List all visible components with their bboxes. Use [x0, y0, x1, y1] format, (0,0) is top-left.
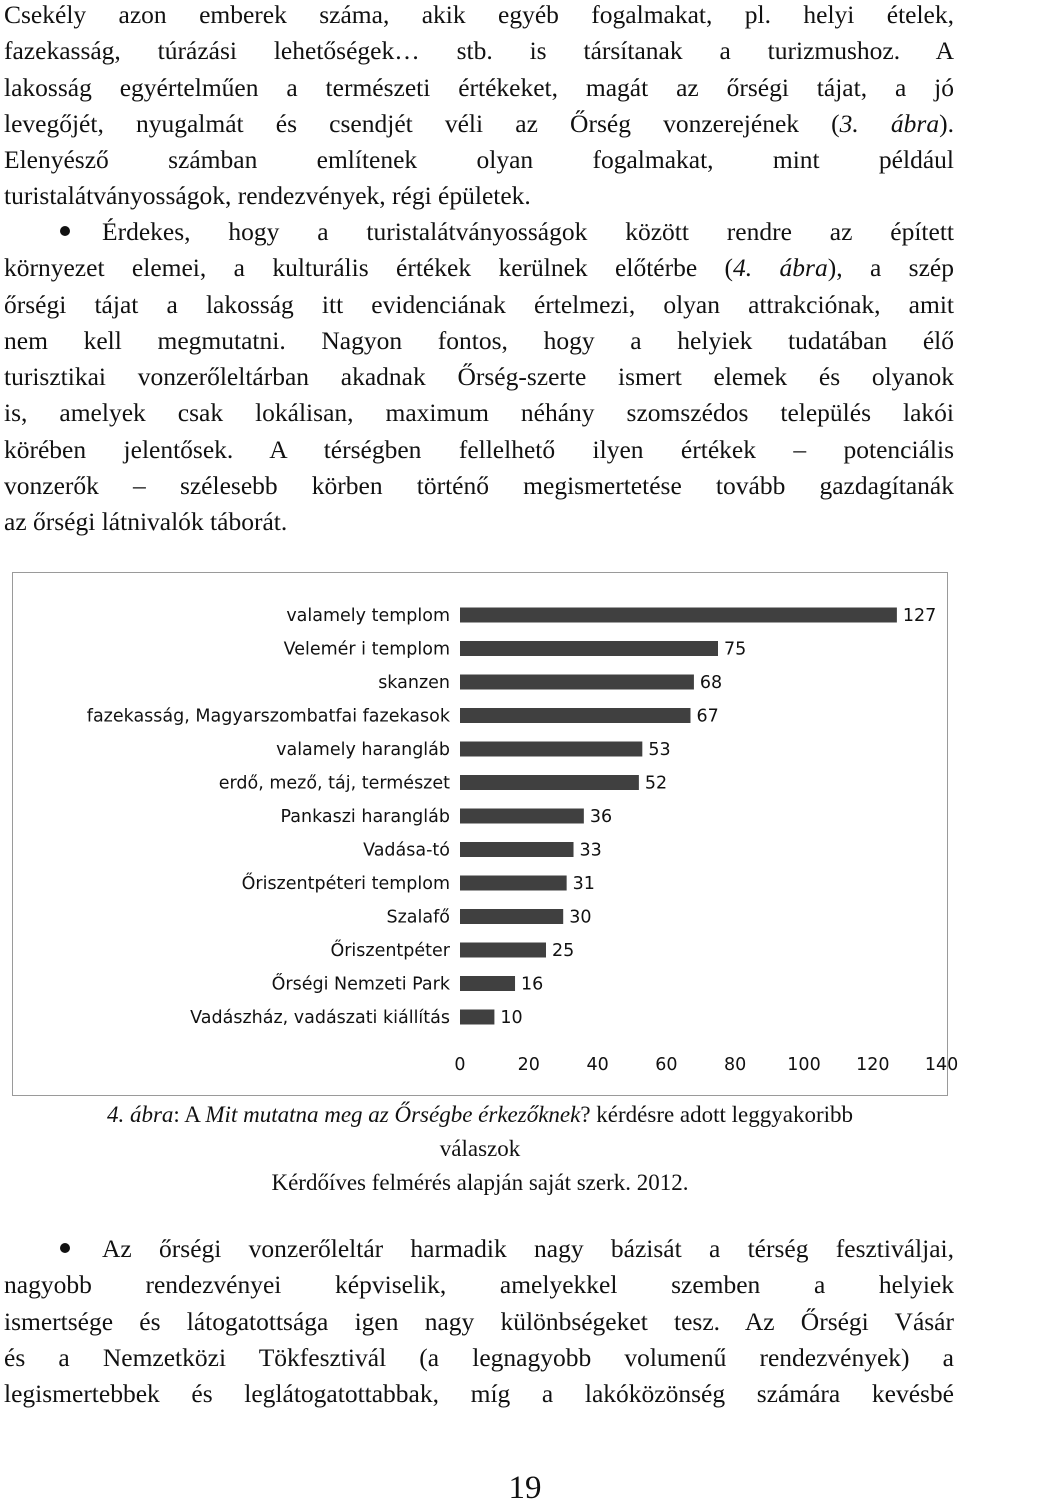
figure-caption — [0, 1098, 960, 1200]
bar — [460, 909, 563, 924]
bar — [460, 675, 694, 690]
category-label: Őriszentpéter — [330, 941, 450, 961]
data-label: 16 — [521, 974, 544, 995]
text-line: Csekély azon emberek száma, akik egyéb fogalmakat, pl. helyi ételek, — [4, 0, 954, 29]
category-label: fazekasság, Magyarszombatfai fazekasok — [86, 706, 450, 727]
x-tick-label: 40 — [586, 1055, 609, 1075]
text-line: őrségi tájat a lakosság itt evidenciának értelmezi, olyan attrakciónak, amit — [4, 289, 954, 319]
bar — [460, 876, 567, 891]
bar — [460, 976, 515, 991]
text-line: turisztikai vonzerőleltárban akadnak Őrség-szerte ismert elemek és olyanok — [4, 362, 954, 392]
bullet-line — [4, 1231, 954, 1267]
caption-line: válaszok — [439, 1136, 521, 1161]
bullet-icon — [60, 226, 70, 236]
caption-separator: : A — [173, 1102, 206, 1127]
bar — [460, 842, 574, 857]
data-label: 68 — [699, 673, 723, 693]
text-line: legismertebbek és leglátogatottabbak, míg a lakóközönség számára kevésbé — [4, 1379, 954, 1409]
text-line: lakosság egyértelműen a természeti értékeket, magát az őrségi tájat, a jó — [4, 72, 954, 102]
bar — [460, 809, 584, 824]
data-label: 53 — [648, 740, 671, 760]
data-label: 67 — [696, 706, 719, 727]
x-tick-label: 0 — [454, 1055, 466, 1075]
text-segment: Érdekes, hogy a turistalátványosságok között rendre az épített — [102, 217, 954, 246]
text-line: és a Nemzetközi Tökfesztivál (a legnagyobb volumenű rendezvények) a — [4, 1342, 954, 1372]
caption-rest: ? kérdésre adott leggyakoribb — [580, 1102, 854, 1127]
text-segment: Az őrségi vonzerőleltár harmadik nagy bázisát a térség fesztiváljai, — [102, 1234, 954, 1263]
bar — [460, 708, 690, 723]
data-label: 33 — [579, 840, 602, 861]
text-line: Elenyésző számban említenek olyan fogalmakat, mint például — [4, 145, 954, 175]
bar — [460, 742, 642, 757]
text-line: nem kell megmutatni. Nagyon fontos, hogy a helyiek tudatában élő — [4, 325, 954, 355]
paragraph-bullet-festivals — [4, 1231, 954, 1412]
category-label: Vadászház, vadászati kiállítás — [190, 1008, 450, 1028]
text-line: körében jelentősek. A térségben fellelhető ilyen értékek – potenciális — [4, 434, 954, 464]
bar-chart-svg — [13, 573, 959, 1097]
data-label: 52 — [644, 773, 668, 794]
category-label: Pankaszi harangláb — [280, 807, 450, 827]
bar — [460, 775, 639, 790]
paragraph-bullet-attractions — [4, 214, 954, 541]
category-label: erdő, mező, táj, természet — [218, 773, 450, 794]
figure-reference: 4. ábra — [733, 253, 828, 283]
caption-source: Kérdőíves felmérés alapján saját szerk. 2012. — [271, 1170, 689, 1195]
data-label: 36 — [589, 807, 613, 827]
bar — [460, 608, 897, 623]
x-tick-label: 120 — [856, 1055, 890, 1075]
figure-label: 4. ábra — [106, 1102, 174, 1127]
category-label: Őriszentpéteri templom — [241, 874, 450, 894]
text-segment: ). — [939, 108, 954, 138]
category-label: Őrségi Nemzeti Park — [271, 974, 450, 995]
category-label: valamely harangláb — [276, 740, 450, 760]
bar-chart — [12, 572, 959, 1096]
x-tick-label: 20 — [517, 1055, 540, 1075]
text-segment: ), a szép — [827, 253, 954, 283]
text-line: az őrségi látnivalók táborát. — [4, 507, 288, 537]
category-label: valamely templom — [286, 606, 450, 626]
bar — [460, 641, 718, 656]
figure-reference: 3. ábra — [839, 108, 940, 138]
text-line: turistalátványosságok, rendezvények, régi épületek. — [4, 181, 531, 211]
text-line: nagyobb rendezvényei képviselik, amelyekkel szemben a helyiek — [4, 1270, 954, 1300]
paragraph-intro — [4, 0, 954, 215]
x-tick-label: 80 — [724, 1055, 747, 1075]
bullet-line — [4, 214, 954, 250]
category-label: Velemér i templom — [283, 639, 450, 660]
caption-question: Mit mutatna meg az Őrségbe érkezőknek — [205, 1102, 581, 1127]
text-line: fazekasság, túrázási lehetőségek… stb. is társítanak a turizmushoz. A — [4, 36, 954, 66]
bar — [460, 1010, 494, 1025]
data-label: 10 — [500, 1008, 523, 1028]
category-label: Szalafő — [386, 907, 450, 928]
x-tick-label: 140 — [924, 1055, 959, 1075]
category-label: skanzen — [378, 673, 450, 693]
text-segment: levegőjét, nyugalmát és csendjét véli az Őrség vonzerejének ( — [4, 108, 840, 138]
category-label: Vadása-tó — [363, 840, 450, 861]
text-line-with-figure-ref — [4, 250, 954, 286]
text-line: is, amelyek csak lokálisan, maximum néhány szomszédos település lakói — [4, 398, 954, 428]
text-line: ismertsége és látogatottsága igen nagy különbségeket tesz. Az Őrségi Vásár — [4, 1306, 954, 1336]
text-line: vonzerők – szélesebb körben történő megismertetése tovább gazdagítanák — [4, 471, 954, 501]
bullet-icon — [60, 1243, 70, 1253]
data-label: 127 — [902, 606, 937, 626]
data-label: 75 — [724, 639, 747, 660]
x-tick-label: 60 — [655, 1055, 678, 1075]
page-number: 19 — [508, 1470, 542, 1506]
caption-line — [0, 1098, 960, 1132]
bar — [460, 943, 546, 958]
data-label: 25 — [552, 941, 575, 961]
data-label: 30 — [569, 907, 592, 928]
data-label: 31 — [572, 874, 595, 894]
text-segment: környezet elemei, a kulturális értékek kerülnek előtérbe ( — [4, 253, 734, 283]
text-line-with-figure-ref — [4, 106, 954, 142]
x-tick-label: 100 — [787, 1055, 821, 1075]
